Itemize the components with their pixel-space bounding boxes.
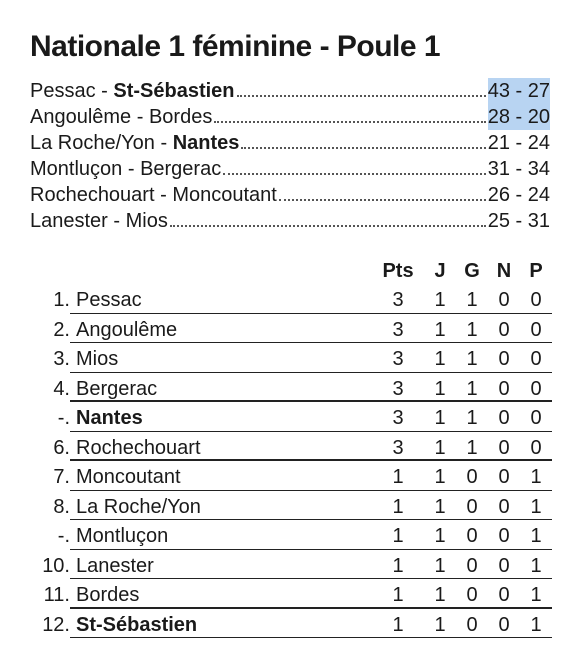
away-team: Bergerac — [140, 158, 222, 180]
standings-row — [30, 286, 552, 316]
lost: 0 — [530, 436, 542, 459]
points: 3 — [392, 318, 404, 341]
header-g: G — [464, 260, 480, 282]
result-score: 21 - 24 — [487, 132, 550, 154]
played: 1 — [434, 554, 446, 577]
drawn: 0 — [498, 436, 510, 459]
dot-leader — [279, 199, 486, 201]
drawn: 0 — [498, 348, 510, 370]
won: 0 — [466, 525, 478, 547]
page-title: Nationale 1 féminine - Poule 1 — [30, 30, 441, 63]
points: 1 — [392, 584, 404, 606]
won: 0 — [466, 495, 478, 518]
result-teams: Rochechouart - Moncoutant — [30, 184, 277, 206]
rank: -. — [57, 525, 70, 547]
header-j: J — [434, 260, 446, 282]
rank: 4. — [53, 377, 70, 400]
won: 1 — [466, 289, 478, 311]
standings-row — [30, 581, 552, 611]
won: 0 — [466, 613, 478, 636]
result-row — [30, 130, 550, 156]
result-teams: Pessac - St-Sébastien — [30, 80, 235, 102]
lost: 0 — [530, 377, 542, 400]
header-p: P — [529, 260, 543, 282]
won: 0 — [466, 466, 478, 488]
rank: 1. — [53, 289, 70, 311]
team-name: St-Sébastien — [76, 613, 198, 636]
team-name: Moncoutant — [76, 466, 181, 488]
played: 1 — [434, 436, 446, 459]
home-team: Montluçon — [30, 158, 123, 180]
result-teams: Montluçon - Bergerac — [30, 158, 222, 180]
result-row — [30, 78, 550, 104]
result-row — [30, 104, 550, 130]
team-name: Lanester — [76, 554, 154, 577]
standings-row — [30, 434, 552, 464]
away-team: St-Sébastien — [113, 80, 235, 102]
won: 1 — [466, 436, 478, 459]
drawn: 0 — [498, 584, 510, 606]
dot-leader — [241, 147, 485, 149]
away-team: Moncoutant — [172, 184, 277, 206]
result-row — [30, 208, 550, 234]
lost: 1 — [530, 554, 542, 577]
lost: 0 — [530, 289, 542, 311]
standings-row — [30, 463, 552, 493]
drawn: 0 — [498, 613, 510, 636]
drawn: 0 — [498, 318, 510, 341]
standings-row — [30, 493, 552, 523]
team-name: Pessac — [76, 289, 142, 311]
drawn: 0 — [498, 407, 510, 429]
team-name: La Roche/Yon — [76, 495, 201, 518]
result-row — [30, 156, 550, 182]
away-team: Nantes — [172, 132, 240, 154]
rank: 12. — [42, 613, 70, 636]
drawn: 0 — [498, 466, 510, 488]
away-team: Mios — [125, 210, 168, 232]
lost: 1 — [530, 613, 542, 636]
standings-row — [30, 522, 552, 552]
standings-table — [30, 256, 552, 640]
result-teams: La Roche/Yon - Nantes — [30, 132, 240, 154]
rank: 6. — [53, 436, 70, 459]
row-divider — [70, 431, 552, 432]
rank: 10. — [42, 554, 70, 577]
result-score: 25 - 31 — [487, 210, 550, 232]
results-list — [30, 78, 550, 234]
drawn: 0 — [498, 525, 510, 547]
row-divider — [70, 459, 552, 461]
lost: 1 — [530, 584, 542, 606]
played: 1 — [434, 348, 446, 370]
home-team: Lanester — [30, 210, 108, 232]
rank: 7. — [53, 466, 70, 488]
team-name: Montluçon — [76, 525, 169, 547]
drawn: 0 — [498, 377, 510, 400]
team-name: Bordes — [76, 584, 140, 606]
dot-leader — [170, 225, 486, 227]
won: 0 — [466, 584, 478, 606]
result-teams: Angoulême - Bordes — [30, 106, 213, 128]
result-row — [30, 182, 550, 208]
played: 1 — [434, 407, 446, 429]
played: 1 — [434, 613, 446, 636]
lost: 1 — [530, 495, 542, 518]
team-name: Mios — [76, 348, 119, 370]
won: 1 — [466, 377, 478, 400]
played: 1 — [434, 289, 446, 311]
result-score: 26 - 24 — [487, 184, 550, 206]
points: 3 — [392, 377, 404, 400]
standings-row — [30, 345, 552, 375]
won: 1 — [466, 407, 478, 429]
drawn: 0 — [498, 289, 510, 311]
won: 0 — [466, 554, 478, 577]
row-divider — [70, 607, 552, 609]
lost: 1 — [530, 466, 542, 488]
home-team: Pessac — [30, 80, 96, 102]
row-divider — [70, 342, 552, 343]
played: 1 — [434, 584, 446, 606]
drawn: 0 — [498, 554, 510, 577]
points: 3 — [392, 289, 404, 311]
home-team: Rochechouart — [30, 184, 155, 206]
result-teams: Lanester - Mios — [30, 210, 168, 232]
standings-row — [30, 552, 552, 582]
header-n: N — [496, 260, 512, 282]
result-score: 28 - 20 — [487, 106, 550, 128]
points: 1 — [392, 495, 404, 518]
row-divider — [70, 637, 552, 638]
row-divider — [70, 578, 552, 579]
standings-row — [30, 404, 552, 434]
points: 1 — [392, 554, 404, 577]
lost: 0 — [530, 348, 542, 370]
lost: 0 — [530, 407, 542, 429]
header-pts: Pts — [382, 260, 414, 282]
row-divider — [70, 400, 552, 402]
home-team: La Roche/Yon — [30, 132, 155, 154]
standings-rows — [30, 286, 552, 640]
rank: 2. — [53, 318, 70, 341]
rank: -. — [57, 407, 70, 429]
points: 1 — [392, 466, 404, 488]
team-name: Nantes — [76, 407, 143, 429]
lost: 0 — [530, 318, 542, 341]
away-team: Bordes — [148, 106, 213, 128]
points: 1 — [392, 525, 404, 547]
team-name: Bergerac — [76, 377, 158, 400]
points: 3 — [392, 407, 404, 429]
standings-row — [30, 375, 552, 405]
team-name: Rochechouart — [76, 436, 201, 459]
played: 1 — [434, 318, 446, 341]
row-divider — [70, 490, 552, 491]
result-score: 43 - 27 — [487, 80, 550, 102]
won: 1 — [466, 348, 478, 370]
row-divider — [70, 519, 552, 520]
lost: 1 — [530, 525, 542, 547]
row-divider — [70, 313, 552, 314]
played: 1 — [434, 495, 446, 518]
points: 3 — [392, 348, 404, 370]
standings-row — [30, 611, 552, 641]
rank: 11. — [43, 584, 70, 606]
drawn: 0 — [498, 495, 510, 518]
played: 1 — [434, 525, 446, 547]
points: 3 — [392, 436, 404, 459]
standings-header — [30, 256, 552, 286]
row-divider — [70, 372, 552, 373]
won: 1 — [466, 318, 478, 341]
dot-leader — [237, 95, 486, 97]
dot-leader — [223, 173, 486, 175]
played: 1 — [434, 377, 446, 400]
result-score: 31 - 34 — [487, 158, 550, 180]
rank: 3. — [53, 348, 70, 370]
dot-leader — [214, 121, 485, 123]
row-divider — [70, 549, 552, 550]
rank: 8. — [53, 495, 70, 518]
team-name: Angoulême — [76, 318, 178, 341]
played: 1 — [434, 466, 446, 488]
standings-row — [30, 316, 552, 346]
home-team: Angoulême — [30, 106, 132, 128]
points: 1 — [392, 613, 404, 636]
